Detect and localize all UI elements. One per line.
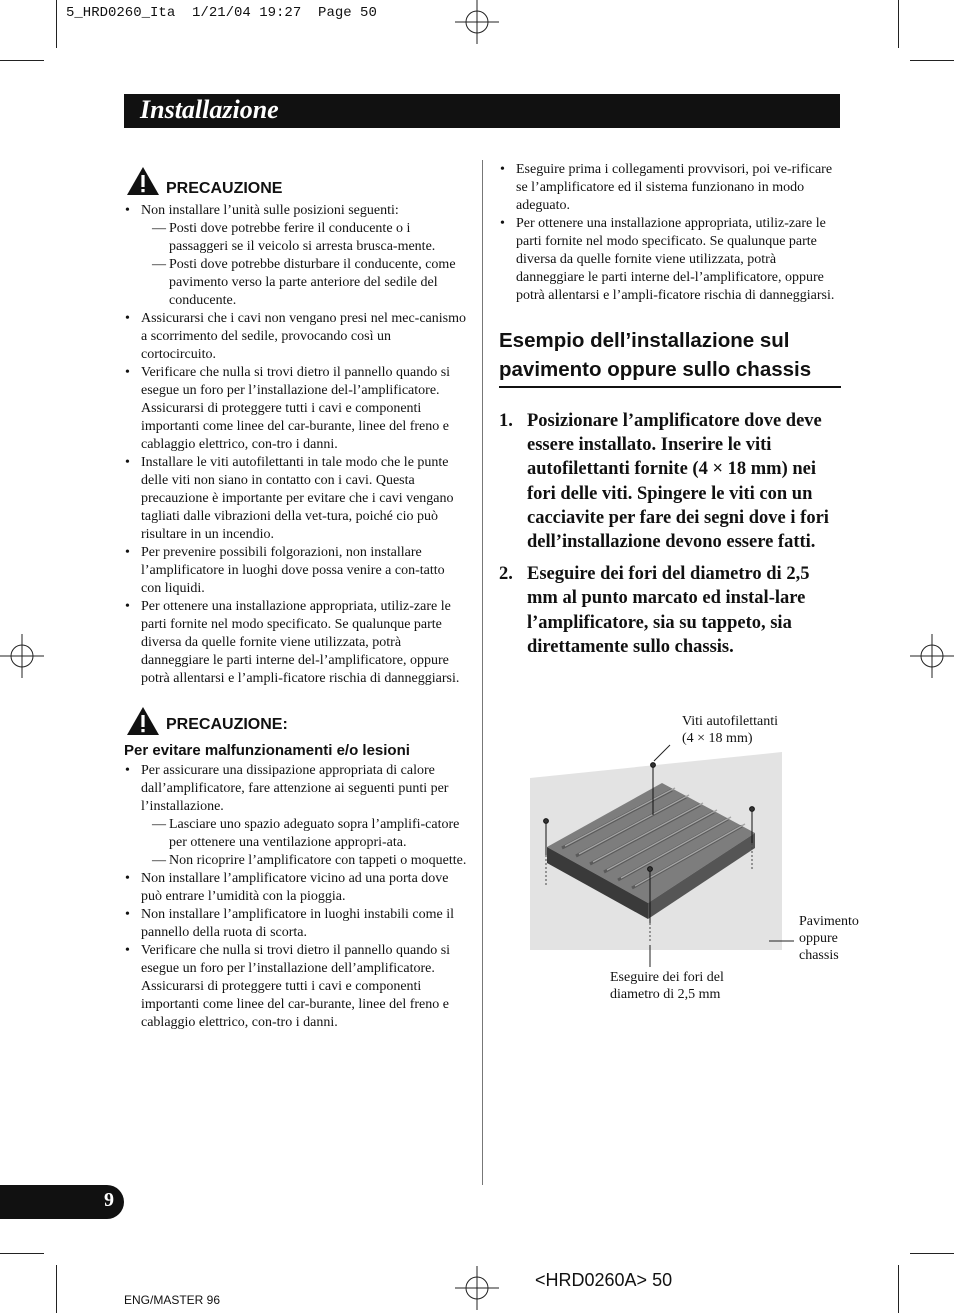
screws-label: Viti autofilettanti (4 × 18 mm) xyxy=(682,714,778,746)
caution-list xyxy=(124,202,468,688)
right-column xyxy=(499,161,841,667)
list-item xyxy=(124,310,468,364)
list-item xyxy=(124,598,468,688)
page-number: 9 xyxy=(104,1189,114,1211)
heading-rule xyxy=(499,386,841,388)
list-item-text: Eseguire prima i collegamenti provvisori, poi ve-rificare se l’amplificatore ed il sistema funzionano in modo adeguato. xyxy=(516,162,833,213)
footer-master: ENG/MASTER 96 xyxy=(124,1293,221,1307)
installation-figure xyxy=(520,705,900,1015)
list-item xyxy=(124,870,468,906)
list-item-text: Non installare l’amplificatore vicino ad una porta dove può entrare l’umidità con la pioggia. xyxy=(141,871,449,904)
left-column xyxy=(124,166,468,1032)
list-item-text: Per ottenere una installazione appropriata, utiliz-zare le parti fornite nel modo specificato. Se qualunque parte diversa da quelle fornite viene utilizzata, potrà danneggiare le parti interne del-l’amplificatore, oppure potrà allentarsi e l’ampli-ficatore rischia di danneggiarsi. xyxy=(516,216,835,303)
footer-code: <HRD0260A> 50 xyxy=(535,1270,673,1290)
list-item xyxy=(124,762,468,870)
sub-list-item: — Posti dove potrebbe disturbare il conducente, come pavimento verso la parte anteriore del sedile del conducente. xyxy=(152,256,468,310)
list-item xyxy=(124,364,468,454)
sub-list-item: — Lasciare uno spazio adeguato sopra l’amplifi-catore per ottenere una ventilazione appropri-ata. xyxy=(152,816,468,852)
list-item-text: Non installare l’amplificatore in luoghi instabili come il pannello della ruota di scorta. xyxy=(141,907,454,940)
step-number: 1. xyxy=(499,411,513,431)
list-item xyxy=(124,454,468,544)
list-item-text: Per assicurare una dissipazione appropriata di calore dall’amplificatore, fare attenzione ai seguenti punti per l’installazione. xyxy=(141,763,449,814)
list-item xyxy=(499,215,841,305)
list-item-text: Assicurarsi che i cavi non vengano presi nel mec-canismo a scorrimento del sedile, provocando così un cortocircuito. xyxy=(141,311,467,362)
warning-icon xyxy=(126,706,160,736)
caution-list xyxy=(124,762,468,1032)
list-item-text: Verificare che nulla si trovi dietro il pannello quando si esegue un foro per l’installazione del-l’amplificatore. Assicurarsi di proteggere tutti i cavi e componenti importanti come linee del car-burante, linee del freno e cablaggio elettrico, con-tro i danni. xyxy=(141,365,451,452)
caution-title: PRECAUZIONE xyxy=(166,180,283,197)
section-title: Installazione xyxy=(140,95,279,124)
list-item-text: Verificare che nulla si trovi dietro il pannello quando si esegue un foro per l’installazione dell’amplificatore. Assicurarsi di proteggere tutti i cavi e componenti importanti come linee del car-burante, linee del freno e cablaggio elettrico, con-tro i danni. xyxy=(141,943,451,1030)
step-text: Posizionare l’amplificatore dove deve essere installato. Inserire le viti autofilettanti fornite (4 × 18 mm) nei fori delle viti. Spingere le viti con un cacciavite per fare dei segni dove i fori dell’installazione devono essere fatti. xyxy=(527,411,829,553)
warning-icon xyxy=(126,166,160,196)
print-slug: 5_HRD0260_Ita 1/21/04 19:27 Page 50 xyxy=(66,5,377,21)
caution-subtitle: Per evitare malfunzionamenti e/o lesioni xyxy=(124,742,410,759)
step-text: Eseguire dei fori del diametro di 2,5 mm al punto marcato ed instal-lare l’amplificatore, sia su tappeto, sia direttamente sullo chassis. xyxy=(527,564,810,657)
list-item xyxy=(124,942,468,1032)
notes-list xyxy=(499,161,841,305)
list-item xyxy=(499,161,841,215)
column-divider xyxy=(482,160,483,1185)
section-header-bar xyxy=(124,94,840,128)
sub-list xyxy=(141,220,468,310)
step-item xyxy=(499,409,841,554)
list-item xyxy=(124,906,468,942)
floor-label: Pavimento oppure chassis xyxy=(799,914,859,963)
page-number-tab xyxy=(0,1185,124,1219)
example-heading: Esempio dell’installazione sul pavimento oppure sullo chassis xyxy=(499,329,812,381)
installation-steps xyxy=(499,409,841,659)
sub-list-item: — Non ricoprire l’amplificatore con tappeti o moquette. xyxy=(152,852,468,870)
step-item xyxy=(499,562,841,659)
caution-title: PRECAUZIONE: xyxy=(166,716,288,733)
sub-list xyxy=(141,816,468,870)
list-item xyxy=(124,202,468,310)
sub-list-item: — Posti dove potrebbe ferire il conducente o i passaggeri se il veicolo si arresta brusca-mente. xyxy=(152,220,468,256)
holes-label: Eseguire dei fori del diametro di 2,5 mm xyxy=(610,970,724,1002)
list-item-text: Installare le viti autofilettanti in tale modo che le punte delle viti non siano in contatto con i cavi. Questa precauzione è importante per evitare che i cavi vengano tagliati dalle vibrazioni della vet-tura, poiché cio può risultare in un incendio. xyxy=(141,455,454,542)
list-item-text: Non installare l’unità sulle posizioni seguenti: xyxy=(141,203,399,218)
list-item-text: Per prevenire possibili folgorazioni, non installare l’amplificatore in luoghi dove possa venire a con-tatto con liquidi. xyxy=(141,545,445,596)
list-item xyxy=(124,544,468,598)
list-item-text: Per ottenere una installazione appropriata, utiliz-zare le parti fornite nel modo specificato. Se qualunque parte diversa da quelle fornite viene utilizzata, potrà danneggiare le parti interne del-l’amplificatore, oppure potrà allentarsi e l’ampli-ficatore rischia di danneggiarsi. xyxy=(141,599,460,686)
step-number: 2. xyxy=(499,564,513,585)
